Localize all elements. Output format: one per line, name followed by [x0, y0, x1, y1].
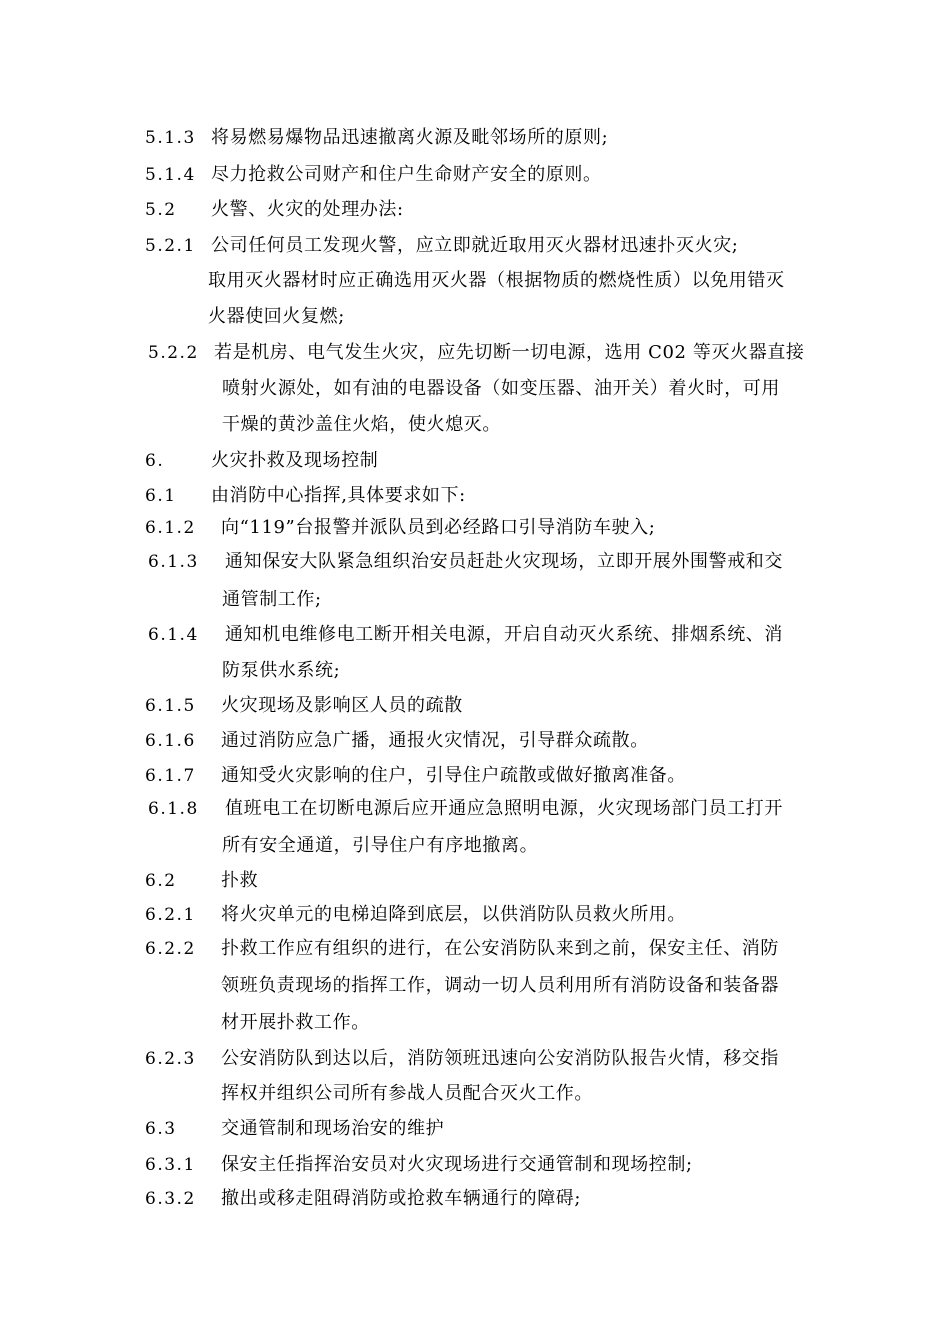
- section-text: 火灾扑救及现场控制: [211, 450, 379, 471]
- section-number: 6.1: [145, 486, 177, 506]
- section-number: 6.: [145, 451, 165, 471]
- section-number: 6.1.4: [148, 625, 199, 645]
- section-text: 扑救工作应有组织的进行，在公安消防队来到之前，保安主任、消防: [221, 938, 779, 959]
- section-text-continuation: 挥权并组织公司所有参战人员配合灭火工作。: [221, 1083, 593, 1104]
- section-text: 向“119”台报警并派队员到必经路口引导消防车驶入;: [221, 517, 656, 538]
- section-number: 6.1.8: [148, 799, 199, 819]
- section-text-continuation: 火器使回火复燃;: [208, 306, 345, 327]
- section-number: 6.2.2: [145, 939, 196, 959]
- section-text: 将火灾单元的电梯迫降到底层，以供消防队员救火所用。: [221, 904, 686, 925]
- section-number: 6.3.2: [145, 1189, 196, 1209]
- section-text: 通知受火灾影响的住户，引导住户疏散或做好撤离准备。: [221, 765, 686, 786]
- section-text-continuation: 喷射火源处，如有油的电器设备（如变压器、油开关）着火时，可用: [222, 378, 780, 399]
- section-number: 6.1.2: [145, 518, 196, 538]
- section-text-continuation: 防泵供水系统;: [222, 660, 341, 681]
- section-text: 通知保安大队紧急组织治安员赶赴火灾现场，立即开展外围警戒和交: [225, 551, 783, 572]
- section-number: 6.1.6: [145, 731, 196, 751]
- section-number: 6.1.7: [145, 766, 196, 786]
- section-text: 通过消防应急广播，通报火灾情况，引导群众疏散。: [221, 730, 649, 751]
- section-number: 5.2.2: [148, 343, 199, 363]
- section-text: 通知机电维修电工断开相关电源，开启自动灭火系统、排烟系统、消: [225, 624, 783, 645]
- section-number: 5.2.1: [145, 236, 196, 256]
- section-number: 6.3: [145, 1119, 177, 1139]
- section-text: 扑救: [221, 870, 259, 891]
- section-text: 尽力抢救公司财产和住户生命财产安全的原则。: [211, 164, 602, 185]
- section-text: 将易燃易爆物品迅速撤离火源及毗邻场所的原则;: [211, 127, 609, 148]
- section-text: 火灾现场及影响区人员的疏散: [221, 695, 463, 716]
- section-text-continuation: 通管制工作;: [222, 589, 322, 610]
- section-text: 交通管制和现场治安的维护: [221, 1118, 445, 1139]
- section-text: 若是机房、电气发生火灾，应先切断一切电源，选用 C02 等灭火器直接: [214, 342, 805, 363]
- section-number: 6.3.1: [145, 1155, 196, 1175]
- section-text-continuation: 取用灭火器材时应正确选用灭火器（根据物质的燃烧性质）以免用错灭: [208, 270, 785, 291]
- section-number: 5.2: [145, 200, 177, 220]
- section-number: 5.1.3: [145, 128, 196, 148]
- section-text-continuation: 所有安全通道，引导住户有序地撤离。: [222, 835, 539, 856]
- section-number: 6.2.1: [145, 905, 196, 925]
- section-number: 6.2: [145, 871, 177, 891]
- section-number: 6.2.3: [145, 1049, 196, 1069]
- section-text: 由消防中心指挥,具体要求如下:: [211, 485, 466, 506]
- section-text: 保安主任指挥治安员对火灾现场进行交通管制和现场控制;: [221, 1154, 693, 1175]
- section-text-continuation: 材开展扑救工作。: [221, 1012, 370, 1033]
- section-text: 值班电工在切断电源后应开通应急照明电源，火灾现场部门员工打开: [225, 798, 783, 819]
- section-text-continuation: 干燥的黄沙盖住火焰，使火熄灭。: [222, 414, 501, 435]
- section-text: 火警、火灾的处理办法:: [211, 199, 404, 220]
- section-number: 6.1.5: [145, 696, 196, 716]
- section-number: 5.1.4: [145, 165, 196, 185]
- section-text: 撤出或移走阻碍消防或抢救车辆通行的障碍;: [221, 1188, 582, 1209]
- section-text-continuation: 领班负责现场的指挥工作，调动一切人员利用所有消防设备和装备器: [221, 975, 779, 996]
- section-text: 公司任何员工发现火警，应立即就近取用灭火器材迅速扑灭火灾;: [211, 235, 739, 256]
- section-text: 公安消防队到达以后，消防领班迅速向公安消防队报告火情，移交指: [221, 1048, 779, 1069]
- section-number: 6.1.3: [148, 552, 199, 572]
